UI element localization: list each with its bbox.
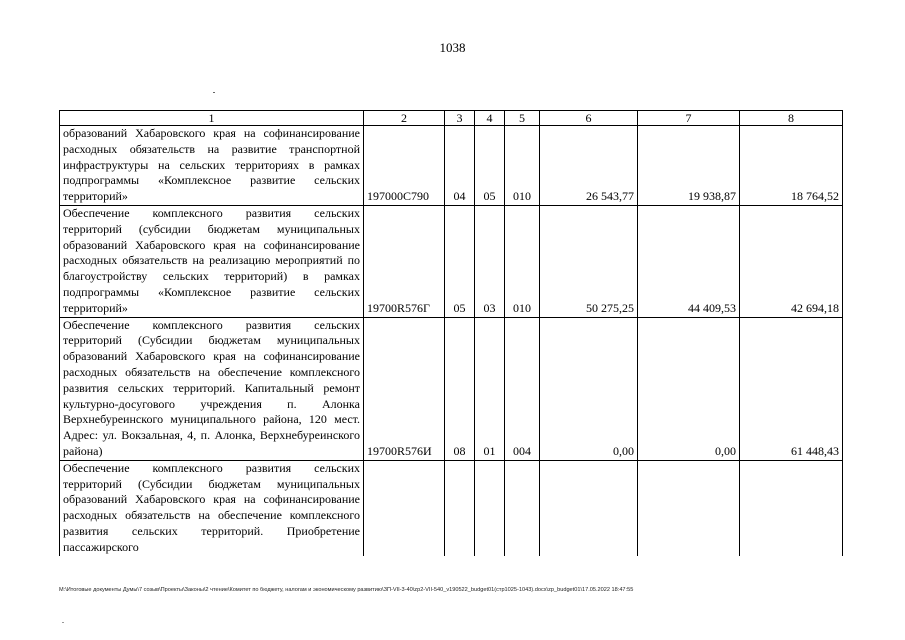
header-col-1: 1 bbox=[60, 111, 364, 126]
row-description: Обеспечение комплексного развития сельских территорий (Субсидии бюджетам муниципальных образований Хабаровского края на софинансирование расходных обязательств на обеспечение комплексного развития сельских территорий. Капитальный ремонт культурно-досугового учреждения п. Алонка Верхнебуреинского муниципального района, 120 мест. Адрес: ул. Вокзальная, 4, п. Алонка, Верхнебуреинского района) bbox=[60, 317, 364, 460]
row-section: 05 bbox=[445, 205, 475, 317]
table-row bbox=[60, 317, 843, 460]
header-col-8: 8 bbox=[740, 111, 843, 126]
row-amount-col7 bbox=[638, 460, 740, 555]
page-number: 1038 bbox=[439, 40, 466, 55]
table-row bbox=[60, 205, 843, 317]
row-expense-type: 010 bbox=[505, 205, 540, 317]
header-col-7: 7 bbox=[638, 111, 740, 126]
row-expense-type bbox=[505, 460, 540, 555]
header-col-6: 6 bbox=[540, 111, 638, 126]
row-amount-col7: 19 938,87 bbox=[638, 126, 740, 206]
row-amount-col6: 26 543,77 bbox=[540, 126, 638, 206]
row-amount-col8 bbox=[740, 460, 843, 555]
table-header-row bbox=[60, 111, 843, 126]
row-target-code: 19700R576И bbox=[364, 317, 445, 460]
row-description: Обеспечение комплексного развития сельских территорий (Субсидии бюджетам муниципальных образований Хабаровского края на софинансирование расходных обязательств на обеспечение комплексного развития сельских территорий. Приобретение пассажирского bbox=[60, 460, 364, 555]
row-amount-col6 bbox=[540, 460, 638, 555]
scan-speck bbox=[62, 622, 64, 623]
header-col-5: 5 bbox=[505, 111, 540, 126]
row-section bbox=[445, 460, 475, 555]
row-target-code: 197000С790 bbox=[364, 126, 445, 206]
header-col-4: 4 bbox=[475, 111, 505, 126]
scan-speck bbox=[213, 92, 215, 93]
row-section: 08 bbox=[445, 317, 475, 460]
row-expense-type: 004 bbox=[505, 317, 540, 460]
row-amount-col7: 44 409,53 bbox=[638, 205, 740, 317]
row-amount-col8: 42 694,18 bbox=[740, 205, 843, 317]
row-target-code: 19700R576Г bbox=[364, 205, 445, 317]
budget-table bbox=[59, 110, 843, 556]
row-amount-col7: 0,00 bbox=[638, 317, 740, 460]
row-amount-col6: 0,00 bbox=[540, 317, 638, 460]
row-amount-col6: 50 275,25 bbox=[540, 205, 638, 317]
row-amount-col8: 61 448,43 bbox=[740, 317, 843, 460]
row-expense-type: 010 bbox=[505, 126, 540, 206]
document-file-path: М:\Итоговые документы Думы\7 созыв\Проекты\Законы\2 чтение\Комитет по бюджету, налогам и экономическому развитию\ЗП-VII-3-40\zp2-VII-540_v190522_budget01(стр1025-1043).docx\zp_budget01\17.05.2022 18:47:55 bbox=[59, 587, 634, 593]
row-subsection: 03 bbox=[475, 205, 505, 317]
header-col-3: 3 bbox=[445, 111, 475, 126]
row-subsection: 05 bbox=[475, 126, 505, 206]
row-subsection bbox=[475, 460, 505, 555]
row-description: образований Хабаровского края на софинансирование расходных обязательств на развитие транспортной инфраструктуры на сельских территориях в рамках подпрограммы «Комплексное развитие сельских территорий» bbox=[60, 126, 364, 206]
row-amount-col8: 18 764,52 bbox=[740, 126, 843, 206]
row-target-code bbox=[364, 460, 445, 555]
header-col-2: 2 bbox=[364, 111, 445, 126]
table-row bbox=[60, 460, 843, 555]
row-description: Обеспечение комплексного развития сельских территорий (субсидии бюджетам муниципальных образований Хабаровского края на софинансирование расходных обязательств на реализацию мероприятий по благоустройству сельских территорий) в рамках подпрограммы «Комплексное развитие сельских территорий» bbox=[60, 205, 364, 317]
row-section: 04 bbox=[445, 126, 475, 206]
row-subsection: 01 bbox=[475, 317, 505, 460]
table-row bbox=[60, 126, 843, 206]
